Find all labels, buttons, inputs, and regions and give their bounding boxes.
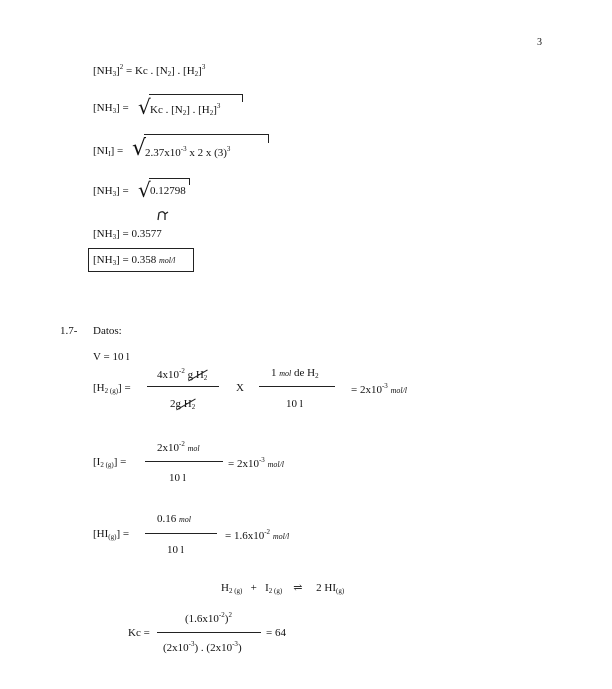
radicand-expression: Kc . $[N_2]$ . $[H_2]^3$: [150, 102, 221, 117]
fraction-bar: [157, 632, 261, 633]
h2-numerator-2: 1 mol de $H_2$: [271, 367, 319, 380]
h2-denominator-1: 2g $H_2$: [170, 398, 196, 411]
volume-data: V = 10 l: [93, 351, 130, 363]
fraction-bar: [145, 461, 223, 462]
equation-root-value: $[NH_3]$ =: [93, 185, 129, 198]
radical-sign: √: [138, 95, 151, 119]
reaction-equation: $H_{2 (g)}$ + $I_{2 (g)}$ ⇌ 2 $HI_{(g)}$: [221, 582, 345, 595]
equation-result-raw: $[NH_3] = 0.3577$: [93, 228, 162, 241]
radical-bar: [144, 134, 269, 143]
radical-sign: √: [138, 178, 151, 202]
equation-result-final: $[NH_3] = 0.358$ mol/l: [93, 254, 176, 267]
h2-concentration-label: $[H_{2 (g)}]$ =: [93, 382, 131, 395]
radicand-value: 0.12798: [150, 185, 186, 197]
multiply-sign: X: [236, 382, 244, 394]
fraction-bar: [147, 386, 219, 387]
kc-label: Kc =: [128, 627, 150, 639]
fraction-bar: [145, 533, 217, 534]
kc-numerator: $(1.6x10^{-2})^2$: [185, 611, 232, 625]
hi-concentration-label: $[HI_{(g)}]$ =: [93, 528, 130, 541]
fraction-bar: [259, 386, 335, 387]
i2-result: = $2x10^{-3}$ mol/l: [228, 456, 285, 470]
section-number: 1.7-: [60, 325, 78, 337]
h2-result: = $2x10^{-3}$ mol/l: [351, 382, 408, 396]
equation-nh3-root: $[NH_3]$ =: [93, 102, 129, 115]
i2-concentration-label: $[I_{2 (g)}]$ =: [93, 456, 127, 469]
equation-substitution: $[NI_I]$ =: [93, 145, 124, 158]
h2-denominator-2: 10 l: [286, 398, 303, 410]
i2-numerator: $2x10^{-2}$ mol: [157, 440, 200, 454]
equilibrium-arrow-icon: ⇌: [293, 582, 303, 594]
equation-nh3-squared: $[NH_3]^2 = Kc$ . $[N_2]$ . $[H_2]^3$: [93, 63, 206, 78]
radical-bar: [149, 94, 243, 102]
h2-numerator-1: $4x10^{-2}$ g $H_2$: [157, 367, 208, 382]
kc-denominator: $(2x10^{-3})$ . $(2x10^{-3})$: [163, 640, 242, 654]
hi-numerator: 0.16 mol: [157, 513, 191, 525]
section-title: Datos:: [93, 325, 122, 337]
radical-bar: [149, 178, 190, 185]
kc-result: = 64: [266, 627, 286, 639]
hi-result: = $1.6x10^{-2}$ mol/l: [225, 528, 290, 542]
radical-sign: √: [132, 136, 147, 161]
radicand-substitution: $2.37x10^{-3}$ x 2 x $(3)^3$: [145, 145, 231, 159]
hi-denominator: 10 l: [167, 544, 184, 556]
i2-denominator: 10 l: [169, 472, 186, 484]
page-number: 3: [537, 37, 542, 48]
handwritten-mark-icon: [156, 210, 170, 222]
